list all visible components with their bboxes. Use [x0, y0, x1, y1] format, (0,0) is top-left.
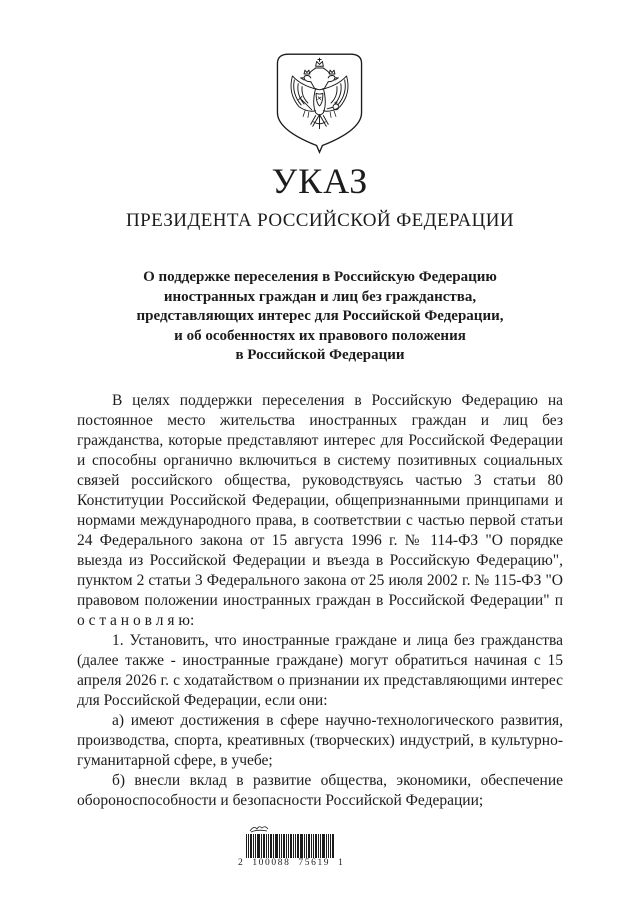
subject-line: и об особенностях их правового положения — [174, 327, 466, 344]
body-paragraph-item-1b: б) внесли вклад в развитие общества, экономики, обеспечение обороноспособности и безопасности Российской Федерации; — [77, 772, 563, 809]
body-paragraph-preamble: В целях поддержки переселения в Российскую Федерацию на постоянное место жительства иностранных граждан и лиц без гражданства, которые представляют интерес для Российской Федерации и способны органично включиться в систему позитивных социальных связей российского общества, руководствуясь частью 3 статьи 80 Конституции Российской Федерации, общепризнанными принципами и нормами международного права, в соответствии с частью первой статьи 24 Федерального закона от 15 августа 1996 г. № 114-ФЗ "О порядке выезда из Российской Федерации и въезда в Российскую Федерацию", пунктом 2 статьи 3 Федерального закона от 25 июля 2002 г. № 115-ФЗ "О правовом положении иностранных граждан в Российской Федерации" п о с т а н о в л я ю: — [77, 392, 563, 629]
barcode-digits: 2 100088 75619 1 — [238, 858, 345, 868]
document-type-title: УКАЗ — [271, 161, 369, 201]
document-issuer: ПРЕЗИДЕНТА РОССИЙСКОЙ ФЕДЕРАЦИИ — [126, 210, 514, 231]
decree-subject — [110, 268, 530, 366]
decree-body — [77, 391, 563, 811]
stamp-mark-icon — [248, 824, 272, 833]
subject-line: представляющих интерес для Российской Федерации, — [136, 308, 504, 324]
subject-line: О поддержке переселения в Российскую Федерацию — [143, 269, 497, 285]
barcode-bars — [246, 834, 336, 858]
registration-barcode — [238, 824, 344, 869]
coat-of-arms-icon — [276, 52, 363, 155]
subject-line: иностранных граждан и лиц без гражданства, — [163, 288, 477, 305]
body-paragraph-item-1: 1. Установить, что иностранные граждане и лица без гражданства (далее также - иностранные граждане) могут обратиться начиная с 15 апреля 2026 г. с ходатайством о признании их представляющими интерес для Российской Федерации, если они: — [77, 632, 563, 709]
subject-line: в Российской Федерации — [235, 347, 405, 363]
body-paragraph-item-1a: а) имеют достижения в сфере научно-технологического развития, производства, спорта, креативных (творческих) индустрий, в культурно-гуманитарной сфере, в учебе; — [77, 712, 563, 769]
